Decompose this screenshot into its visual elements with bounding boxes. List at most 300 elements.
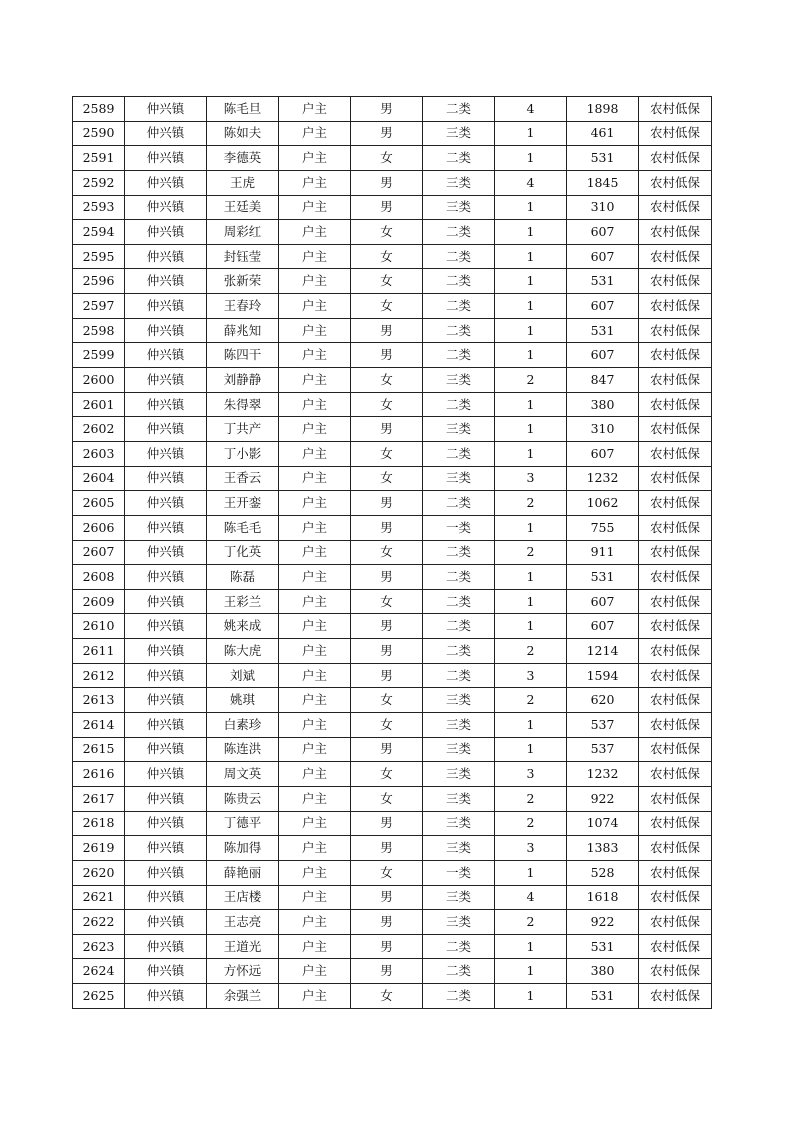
category-cell: 二类 — [423, 589, 495, 614]
roster-table-body — [73, 97, 712, 1009]
category-cell: 二类 — [423, 984, 495, 1009]
table-row — [73, 910, 712, 935]
serial-number-cell: 2610 — [73, 614, 125, 639]
amount-cell: 537 — [567, 713, 639, 738]
relation-cell: 户主 — [279, 466, 351, 491]
table-row — [73, 811, 712, 836]
serial-number-cell: 2602 — [73, 417, 125, 442]
sex-cell: 女 — [351, 860, 423, 885]
amount-cell: 1062 — [567, 491, 639, 516]
relation-cell: 户主 — [279, 343, 351, 368]
amount-cell: 380 — [567, 392, 639, 417]
amount-cell: 1845 — [567, 170, 639, 195]
name-cell: 薛艳丽 — [207, 860, 279, 885]
sex-cell: 女 — [351, 441, 423, 466]
name-cell: 李德英 — [207, 146, 279, 171]
table-row — [73, 146, 712, 171]
aid-type-cell: 农村低保 — [639, 614, 712, 639]
table-row — [73, 392, 712, 417]
category-cell: 三类 — [423, 417, 495, 442]
aid-type-cell: 农村低保 — [639, 294, 712, 319]
category-cell: 二类 — [423, 244, 495, 269]
relation-cell: 户主 — [279, 318, 351, 343]
amount-cell: 531 — [567, 934, 639, 959]
aid-type-cell: 农村低保 — [639, 220, 712, 245]
sex-cell: 女 — [351, 244, 423, 269]
serial-number-cell: 2591 — [73, 146, 125, 171]
amount-cell: 922 — [567, 786, 639, 811]
serial-number-cell: 2613 — [73, 688, 125, 713]
town-cell: 仲兴镇 — [125, 121, 207, 146]
household-size-cell: 1 — [495, 195, 567, 220]
relation-cell: 户主 — [279, 565, 351, 590]
sex-cell: 女 — [351, 589, 423, 614]
sex-cell: 女 — [351, 540, 423, 565]
relation-cell: 户主 — [279, 589, 351, 614]
table-row — [73, 195, 712, 220]
town-cell: 仲兴镇 — [125, 811, 207, 836]
name-cell: 王志亮 — [207, 910, 279, 935]
relation-cell: 户主 — [279, 959, 351, 984]
relation-cell: 户主 — [279, 860, 351, 885]
table-row — [73, 244, 712, 269]
category-cell: 三类 — [423, 885, 495, 910]
amount-cell: 620 — [567, 688, 639, 713]
amount-cell: 607 — [567, 614, 639, 639]
serial-number-cell: 2592 — [73, 170, 125, 195]
category-cell: 三类 — [423, 688, 495, 713]
household-size-cell: 3 — [495, 466, 567, 491]
serial-number-cell: 2617 — [73, 786, 125, 811]
serial-number-cell: 2614 — [73, 713, 125, 738]
sex-cell: 男 — [351, 885, 423, 910]
relation-cell: 户主 — [279, 441, 351, 466]
household-size-cell: 1 — [495, 244, 567, 269]
category-cell: 三类 — [423, 466, 495, 491]
table-row — [73, 417, 712, 442]
category-cell: 二类 — [423, 220, 495, 245]
category-cell: 二类 — [423, 540, 495, 565]
amount-cell: 1232 — [567, 762, 639, 787]
name-cell: 余强兰 — [207, 984, 279, 1009]
aid-type-cell: 农村低保 — [639, 663, 712, 688]
category-cell: 二类 — [423, 565, 495, 590]
serial-number-cell: 2590 — [73, 121, 125, 146]
name-cell: 薛兆知 — [207, 318, 279, 343]
sex-cell: 男 — [351, 97, 423, 122]
household-size-cell: 3 — [495, 762, 567, 787]
town-cell: 仲兴镇 — [125, 417, 207, 442]
relation-cell: 户主 — [279, 885, 351, 910]
household-size-cell: 4 — [495, 885, 567, 910]
table-row — [73, 688, 712, 713]
table-row — [73, 343, 712, 368]
serial-number-cell: 2624 — [73, 959, 125, 984]
amount-cell: 310 — [567, 417, 639, 442]
name-cell: 陈如夫 — [207, 121, 279, 146]
sex-cell: 女 — [351, 220, 423, 245]
relation-cell: 户主 — [279, 294, 351, 319]
category-cell: 二类 — [423, 294, 495, 319]
sex-cell: 女 — [351, 786, 423, 811]
aid-type-cell: 农村低保 — [639, 713, 712, 738]
household-size-cell: 1 — [495, 121, 567, 146]
relation-cell: 户主 — [279, 195, 351, 220]
name-cell: 王彩兰 — [207, 589, 279, 614]
sex-cell: 男 — [351, 491, 423, 516]
aid-type-cell: 农村低保 — [639, 146, 712, 171]
amount-cell: 607 — [567, 220, 639, 245]
aid-type-cell: 农村低保 — [639, 491, 712, 516]
aid-type-cell: 农村低保 — [639, 762, 712, 787]
table-row — [73, 540, 712, 565]
relation-cell: 户主 — [279, 910, 351, 935]
serial-number-cell: 2604 — [73, 466, 125, 491]
relation-cell: 户主 — [279, 540, 351, 565]
serial-number-cell: 2623 — [73, 934, 125, 959]
household-size-cell: 3 — [495, 836, 567, 861]
sex-cell: 女 — [351, 368, 423, 393]
household-size-cell: 2 — [495, 540, 567, 565]
relation-cell: 户主 — [279, 97, 351, 122]
household-size-cell: 1 — [495, 713, 567, 738]
household-size-cell: 2 — [495, 491, 567, 516]
household-size-cell: 1 — [495, 984, 567, 1009]
table-row — [73, 318, 712, 343]
sex-cell: 男 — [351, 515, 423, 540]
town-cell: 仲兴镇 — [125, 220, 207, 245]
relation-cell: 户主 — [279, 491, 351, 516]
sex-cell: 男 — [351, 195, 423, 220]
category-cell: 二类 — [423, 146, 495, 171]
serial-number-cell: 2600 — [73, 368, 125, 393]
name-cell: 白素珍 — [207, 713, 279, 738]
category-cell: 二类 — [423, 491, 495, 516]
aid-type-cell: 农村低保 — [639, 934, 712, 959]
household-size-cell: 4 — [495, 170, 567, 195]
roster-table — [72, 96, 712, 1009]
category-cell: 三类 — [423, 713, 495, 738]
sex-cell: 男 — [351, 318, 423, 343]
household-size-cell: 1 — [495, 441, 567, 466]
town-cell: 仲兴镇 — [125, 491, 207, 516]
amount-cell: 531 — [567, 269, 639, 294]
relation-cell: 户主 — [279, 368, 351, 393]
household-size-cell: 1 — [495, 269, 567, 294]
table-row — [73, 97, 712, 122]
table-row — [73, 491, 712, 516]
amount-cell: 1898 — [567, 97, 639, 122]
household-size-cell: 1 — [495, 959, 567, 984]
amount-cell: 922 — [567, 910, 639, 935]
amount-cell: 531 — [567, 318, 639, 343]
aid-type-cell: 农村低保 — [639, 343, 712, 368]
name-cell: 王开銮 — [207, 491, 279, 516]
aid-type-cell: 农村低保 — [639, 318, 712, 343]
town-cell: 仲兴镇 — [125, 540, 207, 565]
serial-number-cell: 2621 — [73, 885, 125, 910]
relation-cell: 户主 — [279, 639, 351, 664]
town-cell: 仲兴镇 — [125, 737, 207, 762]
name-cell: 封钰莹 — [207, 244, 279, 269]
name-cell: 陈毛毛 — [207, 515, 279, 540]
table-row — [73, 885, 712, 910]
serial-number-cell: 2589 — [73, 97, 125, 122]
aid-type-cell: 农村低保 — [639, 417, 712, 442]
table-row — [73, 860, 712, 885]
household-size-cell: 1 — [495, 737, 567, 762]
household-size-cell: 1 — [495, 392, 567, 417]
amount-cell: 607 — [567, 441, 639, 466]
sex-cell: 男 — [351, 910, 423, 935]
relation-cell: 户主 — [279, 121, 351, 146]
name-cell: 王廷美 — [207, 195, 279, 220]
relation-cell: 户主 — [279, 244, 351, 269]
amount-cell: 1618 — [567, 885, 639, 910]
town-cell: 仲兴镇 — [125, 146, 207, 171]
category-cell: 一类 — [423, 860, 495, 885]
household-size-cell: 2 — [495, 688, 567, 713]
name-cell: 陈连洪 — [207, 737, 279, 762]
serial-number-cell: 2603 — [73, 441, 125, 466]
name-cell: 姚来成 — [207, 614, 279, 639]
household-size-cell: 2 — [495, 811, 567, 836]
category-cell: 三类 — [423, 762, 495, 787]
sex-cell: 男 — [351, 565, 423, 590]
serial-number-cell: 2616 — [73, 762, 125, 787]
town-cell: 仲兴镇 — [125, 589, 207, 614]
town-cell: 仲兴镇 — [125, 614, 207, 639]
town-cell: 仲兴镇 — [125, 318, 207, 343]
aid-type-cell: 农村低保 — [639, 97, 712, 122]
sex-cell: 男 — [351, 934, 423, 959]
household-size-cell: 2 — [495, 786, 567, 811]
aid-type-cell: 农村低保 — [639, 688, 712, 713]
town-cell: 仲兴镇 — [125, 786, 207, 811]
relation-cell: 户主 — [279, 688, 351, 713]
name-cell: 周彩红 — [207, 220, 279, 245]
sex-cell: 男 — [351, 737, 423, 762]
name-cell: 刘静静 — [207, 368, 279, 393]
sex-cell: 男 — [351, 663, 423, 688]
town-cell: 仲兴镇 — [125, 663, 207, 688]
relation-cell: 户主 — [279, 762, 351, 787]
household-size-cell: 1 — [495, 146, 567, 171]
category-cell: 二类 — [423, 614, 495, 639]
name-cell: 陈磊 — [207, 565, 279, 590]
town-cell: 仲兴镇 — [125, 713, 207, 738]
town-cell: 仲兴镇 — [125, 515, 207, 540]
town-cell: 仲兴镇 — [125, 343, 207, 368]
serial-number-cell: 2620 — [73, 860, 125, 885]
town-cell: 仲兴镇 — [125, 368, 207, 393]
amount-cell: 911 — [567, 540, 639, 565]
name-cell: 陈贵云 — [207, 786, 279, 811]
aid-type-cell: 农村低保 — [639, 565, 712, 590]
serial-number-cell: 2605 — [73, 491, 125, 516]
relation-cell: 户主 — [279, 786, 351, 811]
household-size-cell: 4 — [495, 97, 567, 122]
sex-cell: 男 — [351, 121, 423, 146]
name-cell: 陈四干 — [207, 343, 279, 368]
household-size-cell: 1 — [495, 515, 567, 540]
town-cell: 仲兴镇 — [125, 97, 207, 122]
sex-cell: 男 — [351, 614, 423, 639]
sex-cell: 男 — [351, 343, 423, 368]
town-cell: 仲兴镇 — [125, 170, 207, 195]
relation-cell: 户主 — [279, 146, 351, 171]
table-row — [73, 121, 712, 146]
name-cell: 陈大虎 — [207, 639, 279, 664]
name-cell: 朱得翠 — [207, 392, 279, 417]
town-cell: 仲兴镇 — [125, 934, 207, 959]
category-cell: 二类 — [423, 318, 495, 343]
table-row — [73, 713, 712, 738]
name-cell: 姚琪 — [207, 688, 279, 713]
serial-number-cell: 2608 — [73, 565, 125, 590]
amount-cell: 1594 — [567, 663, 639, 688]
category-cell: 二类 — [423, 97, 495, 122]
category-cell: 二类 — [423, 959, 495, 984]
aid-type-cell: 农村低保 — [639, 368, 712, 393]
amount-cell: 531 — [567, 984, 639, 1009]
relation-cell: 户主 — [279, 713, 351, 738]
relation-cell: 户主 — [279, 737, 351, 762]
household-size-cell: 2 — [495, 368, 567, 393]
amount-cell: 461 — [567, 121, 639, 146]
serial-number-cell: 2615 — [73, 737, 125, 762]
town-cell: 仲兴镇 — [125, 565, 207, 590]
name-cell: 丁德平 — [207, 811, 279, 836]
name-cell: 张新荣 — [207, 269, 279, 294]
town-cell: 仲兴镇 — [125, 762, 207, 787]
serial-number-cell: 2618 — [73, 811, 125, 836]
category-cell: 三类 — [423, 121, 495, 146]
amount-cell: 531 — [567, 565, 639, 590]
category-cell: 二类 — [423, 663, 495, 688]
town-cell: 仲兴镇 — [125, 392, 207, 417]
table-row — [73, 170, 712, 195]
category-cell: 三类 — [423, 170, 495, 195]
relation-cell: 户主 — [279, 392, 351, 417]
category-cell: 三类 — [423, 368, 495, 393]
aid-type-cell: 农村低保 — [639, 860, 712, 885]
aid-type-cell: 农村低保 — [639, 836, 712, 861]
name-cell: 周文英 — [207, 762, 279, 787]
aid-type-cell: 农村低保 — [639, 170, 712, 195]
relation-cell: 户主 — [279, 170, 351, 195]
relation-cell: 户主 — [279, 220, 351, 245]
sex-cell: 女 — [351, 392, 423, 417]
household-size-cell: 1 — [495, 220, 567, 245]
sex-cell: 女 — [351, 984, 423, 1009]
name-cell: 王香云 — [207, 466, 279, 491]
category-cell: 三类 — [423, 195, 495, 220]
serial-number-cell: 2597 — [73, 294, 125, 319]
town-cell: 仲兴镇 — [125, 466, 207, 491]
name-cell: 陈加得 — [207, 836, 279, 861]
relation-cell: 户主 — [279, 934, 351, 959]
aid-type-cell: 农村低保 — [639, 959, 712, 984]
sex-cell: 男 — [351, 836, 423, 861]
relation-cell: 户主 — [279, 663, 351, 688]
sex-cell: 男 — [351, 417, 423, 442]
amount-cell: 755 — [567, 515, 639, 540]
aid-type-cell: 农村低保 — [639, 885, 712, 910]
relation-cell: 户主 — [279, 836, 351, 861]
aid-type-cell: 农村低保 — [639, 589, 712, 614]
amount-cell: 1214 — [567, 639, 639, 664]
name-cell: 王道光 — [207, 934, 279, 959]
table-row — [73, 614, 712, 639]
town-cell: 仲兴镇 — [125, 910, 207, 935]
name-cell: 王店楼 — [207, 885, 279, 910]
category-cell: 一类 — [423, 515, 495, 540]
name-cell: 王虎 — [207, 170, 279, 195]
category-cell: 三类 — [423, 910, 495, 935]
name-cell: 丁共产 — [207, 417, 279, 442]
amount-cell: 531 — [567, 146, 639, 171]
aid-type-cell: 农村低保 — [639, 195, 712, 220]
category-cell: 二类 — [423, 343, 495, 368]
aid-type-cell: 农村低保 — [639, 441, 712, 466]
table-row — [73, 934, 712, 959]
serial-number-cell: 2625 — [73, 984, 125, 1009]
amount-cell: 1383 — [567, 836, 639, 861]
table-row — [73, 441, 712, 466]
aid-type-cell: 农村低保 — [639, 811, 712, 836]
relation-cell: 户主 — [279, 417, 351, 442]
table-row — [73, 220, 712, 245]
sex-cell: 女 — [351, 294, 423, 319]
household-size-cell: 1 — [495, 860, 567, 885]
town-cell: 仲兴镇 — [125, 836, 207, 861]
table-row — [73, 294, 712, 319]
household-size-cell: 1 — [495, 417, 567, 442]
aid-type-cell: 农村低保 — [639, 269, 712, 294]
aid-type-cell: 农村低保 — [639, 639, 712, 664]
serial-number-cell: 2606 — [73, 515, 125, 540]
town-cell: 仲兴镇 — [125, 441, 207, 466]
table-row — [73, 984, 712, 1009]
table-row — [73, 786, 712, 811]
amount-cell: 1232 — [567, 466, 639, 491]
sex-cell: 男 — [351, 639, 423, 664]
relation-cell: 户主 — [279, 515, 351, 540]
household-size-cell: 1 — [495, 934, 567, 959]
town-cell: 仲兴镇 — [125, 269, 207, 294]
table-row — [73, 836, 712, 861]
household-size-cell: 1 — [495, 318, 567, 343]
amount-cell: 380 — [567, 959, 639, 984]
sex-cell: 女 — [351, 466, 423, 491]
household-size-cell: 2 — [495, 639, 567, 664]
town-cell: 仲兴镇 — [125, 984, 207, 1009]
amount-cell: 607 — [567, 244, 639, 269]
amount-cell: 607 — [567, 589, 639, 614]
sex-cell: 男 — [351, 959, 423, 984]
town-cell: 仲兴镇 — [125, 294, 207, 319]
name-cell: 刘斌 — [207, 663, 279, 688]
table-row — [73, 639, 712, 664]
sex-cell: 男 — [351, 170, 423, 195]
table-row — [73, 515, 712, 540]
town-cell: 仲兴镇 — [125, 688, 207, 713]
town-cell: 仲兴镇 — [125, 195, 207, 220]
serial-number-cell: 2609 — [73, 589, 125, 614]
town-cell: 仲兴镇 — [125, 860, 207, 885]
aid-type-cell: 农村低保 — [639, 121, 712, 146]
